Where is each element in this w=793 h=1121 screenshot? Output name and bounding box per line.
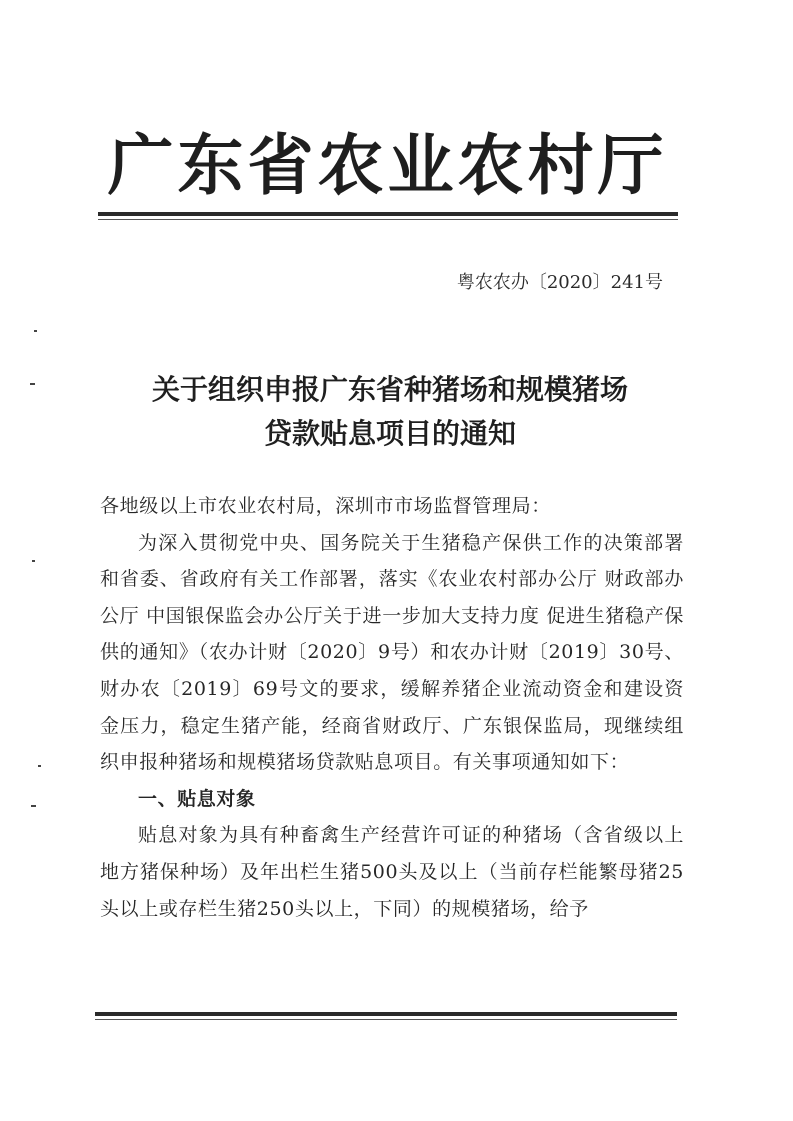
document-title bbox=[100, 368, 680, 456]
scan-speck bbox=[31, 805, 36, 807]
section-1-heading: 一、贴息对象 bbox=[138, 787, 256, 810]
footer-rule-thin bbox=[95, 1019, 677, 1020]
footer-rule-thick bbox=[95, 1012, 677, 1016]
scan-speck bbox=[34, 330, 37, 332]
section-1-paragraph: 贴息对象为具有种畜禽生产经营许可证的种猪场（含省级以上地方猪保种场）及年出栏生猪500头及以上（当前存栏能繁母猪25头以上或存栏生猪250头以上，下同）的规模猪场，给予 bbox=[100, 824, 684, 920]
header-rule-thin bbox=[98, 219, 678, 220]
header-rule-thick bbox=[98, 212, 678, 216]
scan-speck bbox=[30, 383, 35, 385]
document-number: 粤农农办〔2020〕241号 bbox=[456, 272, 663, 293]
scan-speck bbox=[32, 560, 35, 562]
salutation: 各地级以上市农业农村局，深圳市市场监督管理局： bbox=[100, 495, 551, 517]
intro-paragraph: 为深入贯彻党中央、国务院关于生猪稳产保供工作的决策部署和省委、省政府有关工作部署，落实《农业农村部办公厅 财政部办公厅 中国银保监会办公厅关于进一步加大支持力度 促进生猪稳产保供的通知》（农办计财〔2020〕9号）和农办计财〔2019〕30号、财办农〔2019〕69号文的要求，缓解养猪企业流动资金和建设资金压力，稳定生猪产能，经商省财政厅、广东银保监局，现继续组织申报种猪场和规模猪场贷款贴息项目。有关事项通知如下： bbox=[100, 531, 684, 774]
title-line-2: 贷款贴息项目的通知 bbox=[263, 417, 516, 450]
document-body bbox=[100, 488, 684, 927]
title-line-1: 关于组织申报广东省种猪场和规模猪场 bbox=[151, 373, 628, 406]
scan-speck bbox=[38, 765, 41, 767]
org-header: 广东省农业农村厅 bbox=[107, 126, 668, 204]
